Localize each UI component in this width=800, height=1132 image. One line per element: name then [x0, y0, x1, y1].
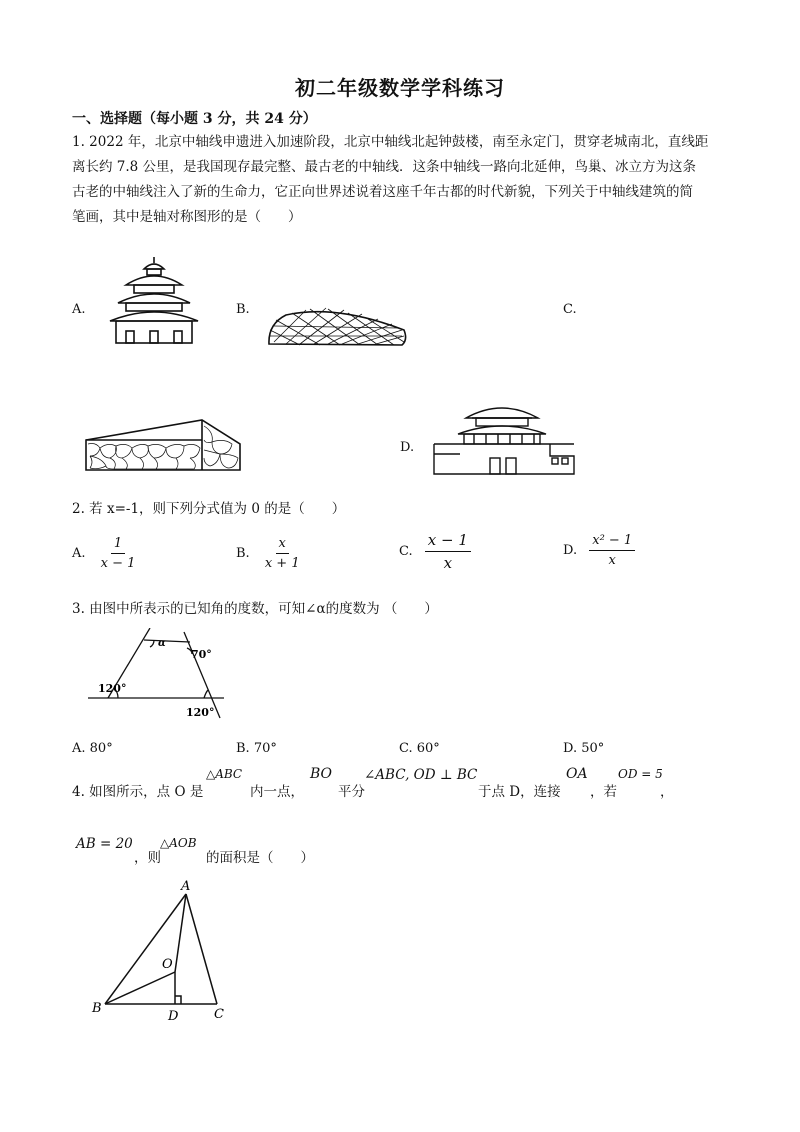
fraction — [98, 536, 139, 571]
q3-option-b: B. 70° — [236, 741, 277, 756]
q4-od-value: OD = 5 — [618, 767, 663, 781]
q1-option-d-label: D. — [400, 440, 415, 455]
q3-option-a: A. 80° — [72, 741, 113, 756]
fraction-numerator: 1 — [111, 536, 125, 554]
q1-line-4: 笔画，其中是轴对称图形的是（ ） — [72, 209, 302, 225]
q2-option-d-label: D. — [563, 543, 578, 558]
q4-oa: OA — [566, 766, 588, 782]
fraction — [425, 531, 471, 572]
q1-line-2: 离长约 7.8 公里，是我国现存最完整、最古老的中轴线．这条中轴线一路向北延伸，鸟巢、冰立方为这条 — [72, 159, 697, 175]
q1-line-3: 古老的中轴线注入了新的生命力，它正向世界述说着这座千年古都的时代新貌，下列关于中轴线建筑的简 — [72, 184, 693, 200]
angle-120-left-label: 120° — [98, 682, 127, 695]
q4-text-2: 内一点， — [250, 784, 304, 800]
q4-text-7: ，则 — [134, 850, 161, 866]
q1-option-c-label: C. — [563, 302, 577, 317]
triangle-figure — [88, 876, 238, 1024]
q2-option-c-label: C. — [399, 544, 413, 559]
q4-text-1: 4. 如图所示，点 O 是 — [72, 784, 204, 800]
q4-bo: BO — [310, 766, 333, 782]
q2-option-a-label: A. — [72, 546, 86, 561]
q3-option-d: D. 50° — [563, 741, 605, 756]
q1-option-a-label: A. — [72, 302, 86, 317]
q4-text-8: 的面积是（ ） — [206, 850, 314, 866]
q2-option-b — [236, 536, 303, 571]
q2-option-d — [563, 533, 635, 568]
q1-line-1: 1. 2022 年，北京中轴线申遗进入加速阶段，北京中轴线北起钟鼓楼，南至永定门，贯穿老城南北，直线距 — [72, 134, 709, 150]
page-title: 初二年级数学学科练习 — [295, 76, 505, 100]
q4-ab-value: AB = 20 — [76, 836, 133, 852]
q4-text-3: 平分 — [338, 784, 365, 800]
fraction-denominator: x — [608, 553, 616, 568]
angle-figure — [88, 628, 228, 722]
q4-text-6: ， — [660, 784, 674, 800]
q4-triangle-aob: △AOB — [160, 836, 197, 850]
temple-of-heaven-icon — [104, 255, 200, 347]
fraction-denominator: x + 1 — [264, 556, 300, 571]
alpha-label: α — [158, 638, 166, 649]
fraction-denominator: x − 1 — [100, 556, 136, 571]
q3-option-c: C. 60° — [399, 741, 440, 756]
q2-option-b-label: B. — [236, 546, 250, 561]
fraction-denominator: x — [443, 554, 453, 572]
tiananmen-gate-icon — [430, 402, 576, 476]
fraction-numerator: x − 1 — [425, 531, 471, 552]
angle-120-right-label: 120° — [186, 706, 215, 719]
point-d-label: D — [168, 1009, 179, 1024]
question-1-stem — [72, 130, 732, 230]
fraction — [262, 536, 303, 571]
point-o-label: O — [162, 957, 173, 972]
vertex-a-label: A — [181, 879, 191, 894]
angle-70-label: 70° — [191, 648, 212, 661]
question-2-stem: 2. 若 x=-1，则下列分式值为 0 的是（ ） — [72, 501, 346, 517]
fraction — [589, 533, 635, 568]
water-cube-icon — [84, 414, 244, 474]
q4-text-4: 于点 D，连接 — [478, 784, 561, 800]
q4-condition: ∠ABC, OD ⊥ BC — [364, 767, 478, 783]
q1-option-b-label: B. — [236, 302, 250, 317]
fraction-numerator: x² − 1 — [589, 533, 635, 551]
vertex-b-label: B — [92, 1001, 102, 1016]
birds-nest-stadium-icon — [266, 302, 408, 348]
q2-option-c — [399, 531, 471, 572]
q4-text-5: ，若 — [590, 784, 617, 800]
section-heading: 一、选择题（每小题 3 分，共 24 分） — [72, 111, 317, 127]
fraction-numerator: x — [276, 536, 289, 554]
q2-option-a — [72, 536, 138, 571]
q4-triangle-abc: △ABC — [206, 767, 243, 781]
vertex-c-label: C — [214, 1007, 224, 1022]
question-3-stem: 3. 由图中所表示的已知角的度数，可知∠α的度数为 （ ） — [72, 601, 438, 617]
